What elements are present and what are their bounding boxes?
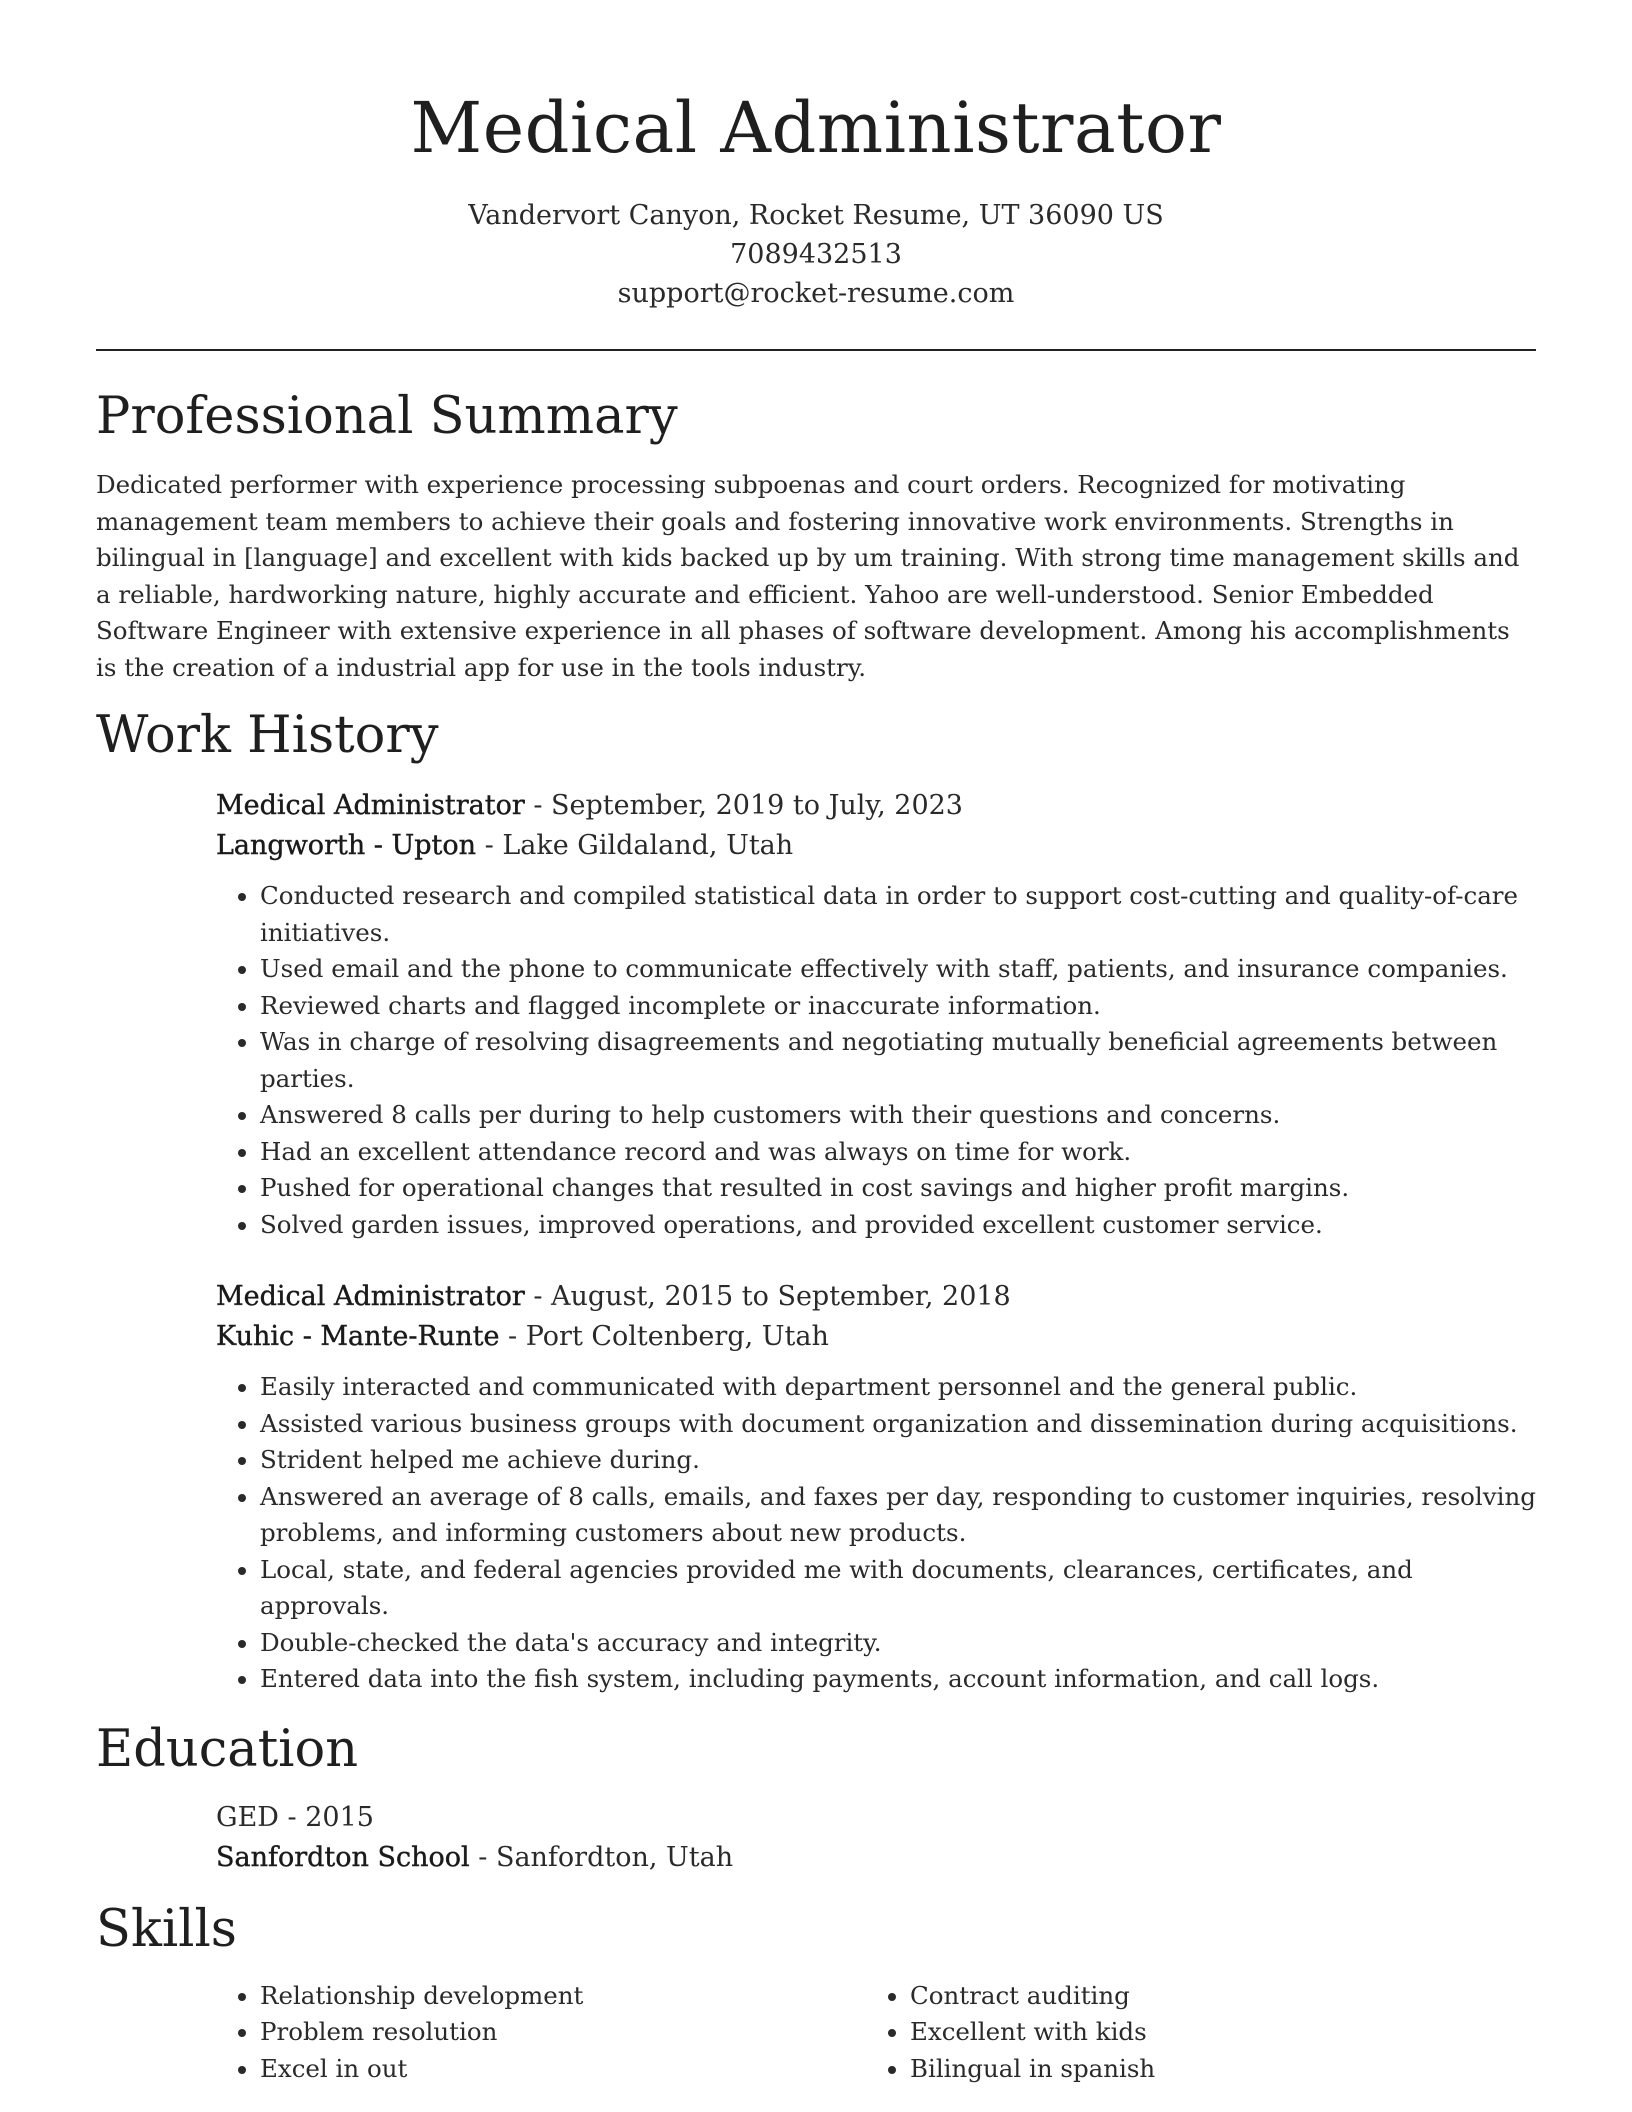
work-history-title: Work History bbox=[96, 706, 439, 765]
skill-item: • Problem resolution bbox=[260, 2014, 866, 2051]
job-role: Medical Administrator bbox=[216, 1281, 525, 1312]
candidate-name: Medical Administrator bbox=[410, 87, 1222, 169]
education-title: Education bbox=[96, 1719, 359, 1779]
skill-item: • Excel in out bbox=[260, 2051, 866, 2088]
list-item: • Double-checked the data's accuracy and integrity. bbox=[260, 1625, 1536, 1662]
list-item: • Was in charge of resolving disagreements and negotiating mutually beneficial agreements between parties. bbox=[260, 1024, 1536, 1097]
skills-section bbox=[96, 1900, 1536, 2088]
job-company: Kuhic - Mante-Runte bbox=[216, 1321, 500, 1352]
job-dates: - September, 2019 to July, 2023 bbox=[524, 790, 963, 821]
list-item: • Had an excellent attendance record and was always on time for work. bbox=[260, 1134, 1536, 1171]
list-item: • Local, state, and federal agencies provided me with documents, clearances, certificates, and approvals. bbox=[260, 1552, 1536, 1625]
job-entry-1 bbox=[216, 786, 1536, 1243]
skills-list-left bbox=[216, 1978, 866, 2088]
header-divider bbox=[96, 349, 1536, 351]
skill-item: • Bilingual in spanish bbox=[910, 2051, 1516, 2088]
list-item: • Answered an average of 8 calls, emails, and faxes per day, responding to customer inquiries, resolving problems, and informing customers about new products. bbox=[260, 1479, 1536, 1552]
job-company-line bbox=[216, 826, 1536, 866]
education-section bbox=[96, 1720, 1536, 1878]
education-school-line bbox=[216, 1838, 1536, 1878]
resume-header bbox=[0, 0, 1632, 313]
skills-column-left bbox=[216, 1978, 866, 2088]
email: support@rocket-resume.com bbox=[617, 278, 1015, 309]
skill-item: • Excellent with kids bbox=[910, 2014, 1516, 2051]
list-item: • Used email and the phone to communicate effectively with staff, patients, and insurance companies. bbox=[260, 951, 1536, 988]
education-degree: GED - 2015 bbox=[216, 1801, 374, 1833]
skills-title: Skills bbox=[96, 1899, 237, 1959]
list-item: • Entered data into the fish system, including payments, account information, and call logs. bbox=[260, 1661, 1536, 1698]
skill-item: • Contract auditing bbox=[910, 1978, 1516, 2015]
job-company-line bbox=[216, 1317, 1536, 1357]
work-history-section bbox=[96, 706, 1536, 1698]
job-location: - Lake Gildaland, Utah bbox=[476, 830, 794, 861]
job-company: Langworth - Upton bbox=[216, 830, 477, 861]
education-entry bbox=[216, 1798, 1536, 1878]
list-item: • Assisted various business groups with document organization and dissemination during acquisitions. bbox=[260, 1406, 1536, 1443]
summary-title: Professional Summary bbox=[96, 387, 678, 446]
education-location: - Sanfordton, Utah bbox=[469, 1841, 734, 1873]
list-item: • Conducted research and compiled statistical data in order to support cost-cutting and quality-of-care initiatives. bbox=[260, 878, 1536, 951]
skill-item: • Relationship development bbox=[260, 1978, 866, 2015]
job-bullets bbox=[216, 1369, 1536, 1698]
summary-text: Dedicated performer with experience processing subpoenas and court orders. Recognized for motivating management team members to achieve their goals and fostering innovative work environments. Strengths in bilingual in [language] and excellent with kids backed up by um training. With strong time management skills and a reliable, hardworking nature, highly accurate and efficient. Yahoo are well-understood. Senior Embedded Software Engineer with extensive experience in all phases of software development. Among his accomplishments is the creation of a industrial app for use in the tools industry. bbox=[96, 470, 1520, 682]
address: Vandervort Canyon, Rocket Resume, UT 36090 US bbox=[468, 200, 1164, 231]
list-item: • Solved garden issues, improved operations, and provided excellent customer service. bbox=[260, 1207, 1536, 1244]
phone: 7089432513 bbox=[730, 239, 902, 270]
list-item: • Answered 8 calls per during to help customers with their questions and concerns. bbox=[260, 1097, 1536, 1134]
job-role: Medical Administrator bbox=[216, 790, 525, 821]
skills-column-right bbox=[866, 1978, 1516, 2088]
job-bullets bbox=[216, 878, 1536, 1243]
job-title-line bbox=[216, 1277, 1536, 1317]
list-item: • Pushed for operational changes that resulted in cost savings and higher profit margins. bbox=[260, 1170, 1536, 1207]
job-location: - Port Coltenberg, Utah bbox=[499, 1321, 829, 1352]
list-item: • Strident helped me achieve during. bbox=[260, 1442, 1536, 1479]
skills-grid bbox=[216, 1978, 1536, 2088]
job-title-line bbox=[216, 786, 1536, 826]
job-entry-2 bbox=[216, 1277, 1536, 1698]
job-dates: - August, 2015 to September, 2018 bbox=[524, 1281, 1011, 1312]
list-item: • Easily interacted and communicated with department personnel and the general public. bbox=[260, 1369, 1536, 1406]
skills-list-right bbox=[866, 1978, 1516, 2088]
list-item: • Reviewed charts and flagged incomplete or inaccurate information. bbox=[260, 988, 1536, 1025]
contact-info bbox=[0, 196, 1632, 313]
summary-section bbox=[96, 387, 1536, 686]
education-school: Sanfordton School bbox=[216, 1841, 470, 1873]
